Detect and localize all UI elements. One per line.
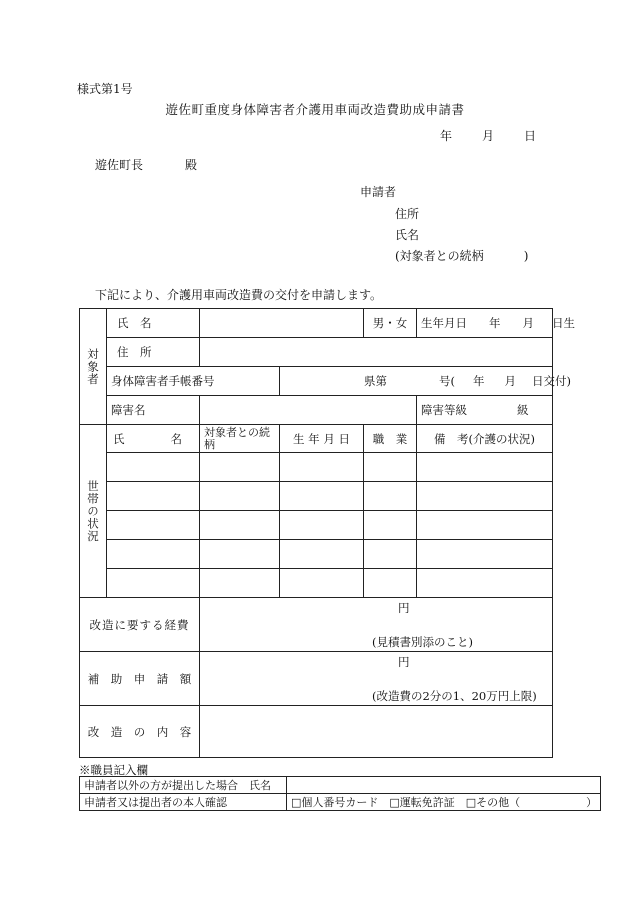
household-row-5-note[interactable] [417, 569, 553, 598]
subject-gender[interactable]: 男・女 [364, 309, 417, 338]
applicant-title: 申請者 [360, 185, 397, 199]
staff-row-1-label: 申請者以外の方が提出した場合 氏名 [80, 777, 287, 794]
handbook-issued: 日交付) [532, 374, 571, 388]
content-field[interactable] [200, 706, 553, 758]
household-row-5-name[interactable] [107, 569, 200, 598]
household-row-2-birth[interactable] [280, 482, 364, 511]
addressee-name: 遊佐町長 [95, 158, 144, 172]
household-row-2-job[interactable] [364, 482, 417, 511]
household-row-5-birth[interactable] [280, 569, 364, 598]
household-col-relation: 対象者との続柄 [200, 425, 280, 453]
staff-note: ※職員記入欄 [79, 763, 148, 777]
household-row-2-name[interactable] [107, 482, 200, 511]
household-col-note: 備 考(介護の状況) [417, 425, 553, 453]
staff-id-options[interactable]: □個人番号カード □運転免許証 □その他（ ） [287, 794, 601, 811]
applicant-relation-close: ) [523, 249, 529, 263]
subject-name-label: 氏 名 [107, 309, 200, 338]
date-year: 年 [440, 129, 453, 143]
household-row-1-birth[interactable] [280, 453, 364, 482]
applicant-address-label: 住所 [395, 207, 420, 221]
subsidy-unit: 円 [398, 655, 410, 669]
handbook-month: 月 [504, 374, 516, 388]
subject-birthdate[interactable] [417, 309, 575, 338]
household-row-3-job[interactable] [364, 511, 417, 540]
disability-name-label: 障害名 [107, 396, 200, 425]
application-form-table [79, 308, 575, 758]
cost-field[interactable] [200, 598, 553, 652]
application-date [440, 127, 536, 144]
subject-name-field[interactable] [200, 309, 364, 338]
household-row-1-name[interactable] [107, 453, 200, 482]
household-row-1-relation[interactable] [200, 453, 280, 482]
document-title: 遊佐町重度身体障害者介護用車両改造費助成申請書 [165, 102, 465, 117]
handbook-number-field[interactable] [280, 367, 571, 396]
birth-month: 月 [522, 316, 534, 330]
staff-row-1-field[interactable] [287, 777, 601, 794]
household-section-label: 世帯の状況 [80, 425, 107, 598]
applicant-relation [395, 247, 528, 264]
cost-unit: 円 [398, 601, 410, 615]
content-label: 改 造 の 内 容 [80, 706, 200, 758]
household-col-name: 氏 名 [107, 425, 200, 453]
form-label: 様式第1号 [77, 82, 133, 96]
disability-name-field[interactable] [200, 396, 417, 425]
handbook-number: 号( [439, 374, 455, 388]
addressee-honorific: 殿 [185, 158, 198, 172]
household-row-4-name[interactable] [107, 540, 200, 569]
date-day: 日 [524, 129, 537, 143]
disability-grade[interactable] [417, 396, 553, 425]
household-row-1-note[interactable] [417, 453, 553, 482]
household-row-3-relation[interactable] [200, 511, 280, 540]
household-row-4-birth[interactable] [280, 540, 364, 569]
handbook-prefecture: 県第 [364, 374, 387, 388]
applicant-name-label: 氏名 [395, 228, 420, 242]
household-row-2-relation[interactable] [200, 482, 280, 511]
applicant-relation-label: (対象者との続柄 [395, 249, 484, 263]
birth-label: 生年月日 [421, 316, 467, 330]
subsidy-note: (改造費の2分の1、20万円上限) [372, 689, 537, 703]
household-row-4-job[interactable] [364, 540, 417, 569]
household-row-1-job[interactable] [364, 453, 417, 482]
birth-year: 年 [489, 316, 501, 330]
subsidy-label: 補 助 申 請 額 [80, 652, 200, 706]
household-col-job: 職 業 [364, 425, 417, 453]
subject-address-field[interactable] [200, 338, 553, 367]
handbook-year: 年 [473, 374, 485, 388]
staff-table [79, 776, 601, 811]
household-row-2-note[interactable] [417, 482, 553, 511]
disability-grade-unit: 級 [517, 403, 529, 417]
household-row-5-relation[interactable] [200, 569, 280, 598]
disability-grade-label: 障害等級 [421, 403, 467, 417]
household-row-3-birth[interactable] [280, 511, 364, 540]
birth-day: 日生 [552, 316, 575, 330]
subsidy-field[interactable] [200, 652, 553, 706]
subject-address-label: 住 所 [107, 338, 200, 367]
addressee [95, 156, 197, 173]
staff-row-2-label: 申請者又は提出者の本人確認 [80, 794, 287, 811]
household-row-3-name[interactable] [107, 511, 200, 540]
household-row-4-note[interactable] [417, 540, 553, 569]
handbook-label: 身体障害者手帳番号 [107, 367, 280, 396]
cost-label: 改造に要する経費 [80, 598, 200, 652]
household-row-4-relation[interactable] [200, 540, 280, 569]
household-row-3-note[interactable] [417, 511, 553, 540]
household-col-birth: 生 年 月 日 [280, 425, 364, 453]
date-month: 月 [482, 129, 495, 143]
cost-note: (見積書別添のこと) [372, 635, 473, 649]
intro-text: 下記により、介護用車両改造費の交付を申請します。 [95, 288, 383, 302]
household-row-5-job[interactable] [364, 569, 417, 598]
subject-section-label: 対象者 [80, 309, 107, 425]
